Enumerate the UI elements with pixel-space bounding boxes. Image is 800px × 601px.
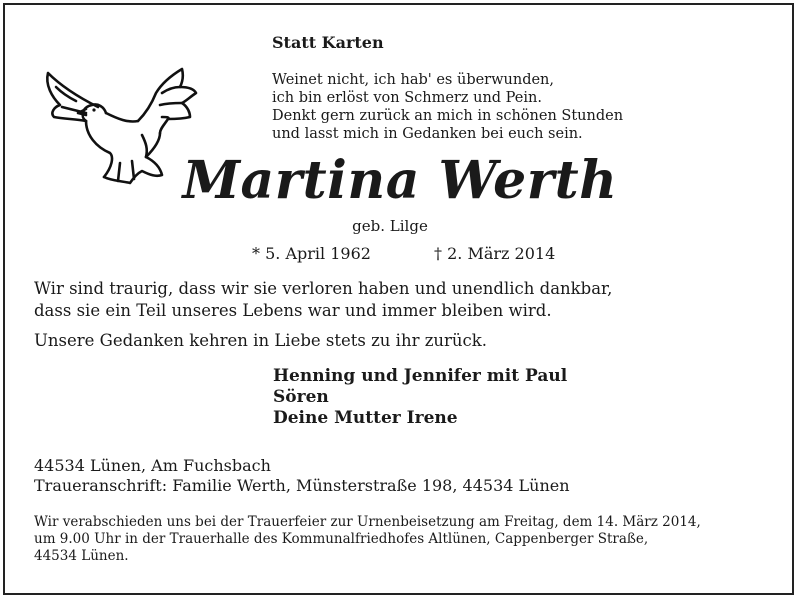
notice-line: 44534 Lünen. bbox=[34, 548, 129, 564]
poem-line: ich bin erlöst von Schmerz und Pein. bbox=[272, 90, 542, 106]
poem-line: Denkt gern zurück an mich in schönen Stunden bbox=[272, 108, 624, 124]
message-line: dass sie ein Teil unseres Lebens war und immer bleiben wird. bbox=[34, 301, 552, 320]
death-date: † 2. März 2014 bbox=[434, 244, 556, 263]
signer: Henning und Jennifer mit Paul bbox=[273, 366, 568, 386]
poem-line: und lasst mich in Gedanken bei euch sein. bbox=[272, 126, 583, 142]
signer: Sören bbox=[273, 387, 329, 407]
message-line: Wir sind traurig, dass wir sie verloren haben und unendlich dankbar, bbox=[34, 279, 613, 298]
maiden-name: geb. Lilge bbox=[352, 217, 428, 235]
message-paragraph-1 bbox=[34, 278, 612, 322]
signers bbox=[273, 366, 567, 429]
mourning-address: Traueranschrift: Familie Werth, Münsterstraße 198, 44534 Lünen bbox=[34, 476, 570, 495]
deceased-name: Martina Werth bbox=[182, 150, 618, 211]
notice-line: um 9.00 Uhr in der Trauerhalle des Kommunalfriedhofes Altlünen, Cappenberger Straße, bbox=[34, 531, 649, 547]
signer: Deine Mutter Irene bbox=[273, 408, 458, 428]
life-dates bbox=[252, 244, 555, 263]
poem bbox=[272, 71, 623, 143]
poem-line: Weinet nicht, ich hab' es überwunden, bbox=[272, 72, 555, 88]
message-paragraph-2: Unsere Gedanken kehren in Liebe stets zu ihr zurück. bbox=[34, 331, 488, 350]
address-block bbox=[34, 456, 570, 496]
birth-date: * 5. April 1962 bbox=[252, 244, 371, 263]
statt-karten-heading: Statt Karten bbox=[272, 33, 384, 52]
notice-line: Wir verabschieden uns bei der Trauerfeier zur Urnenbeisetzung am Freitag, dem 14. März 2014, bbox=[34, 514, 701, 530]
location: 44534 Lünen, Am Fuchsbach bbox=[34, 456, 271, 475]
funeral-notice bbox=[34, 514, 701, 565]
